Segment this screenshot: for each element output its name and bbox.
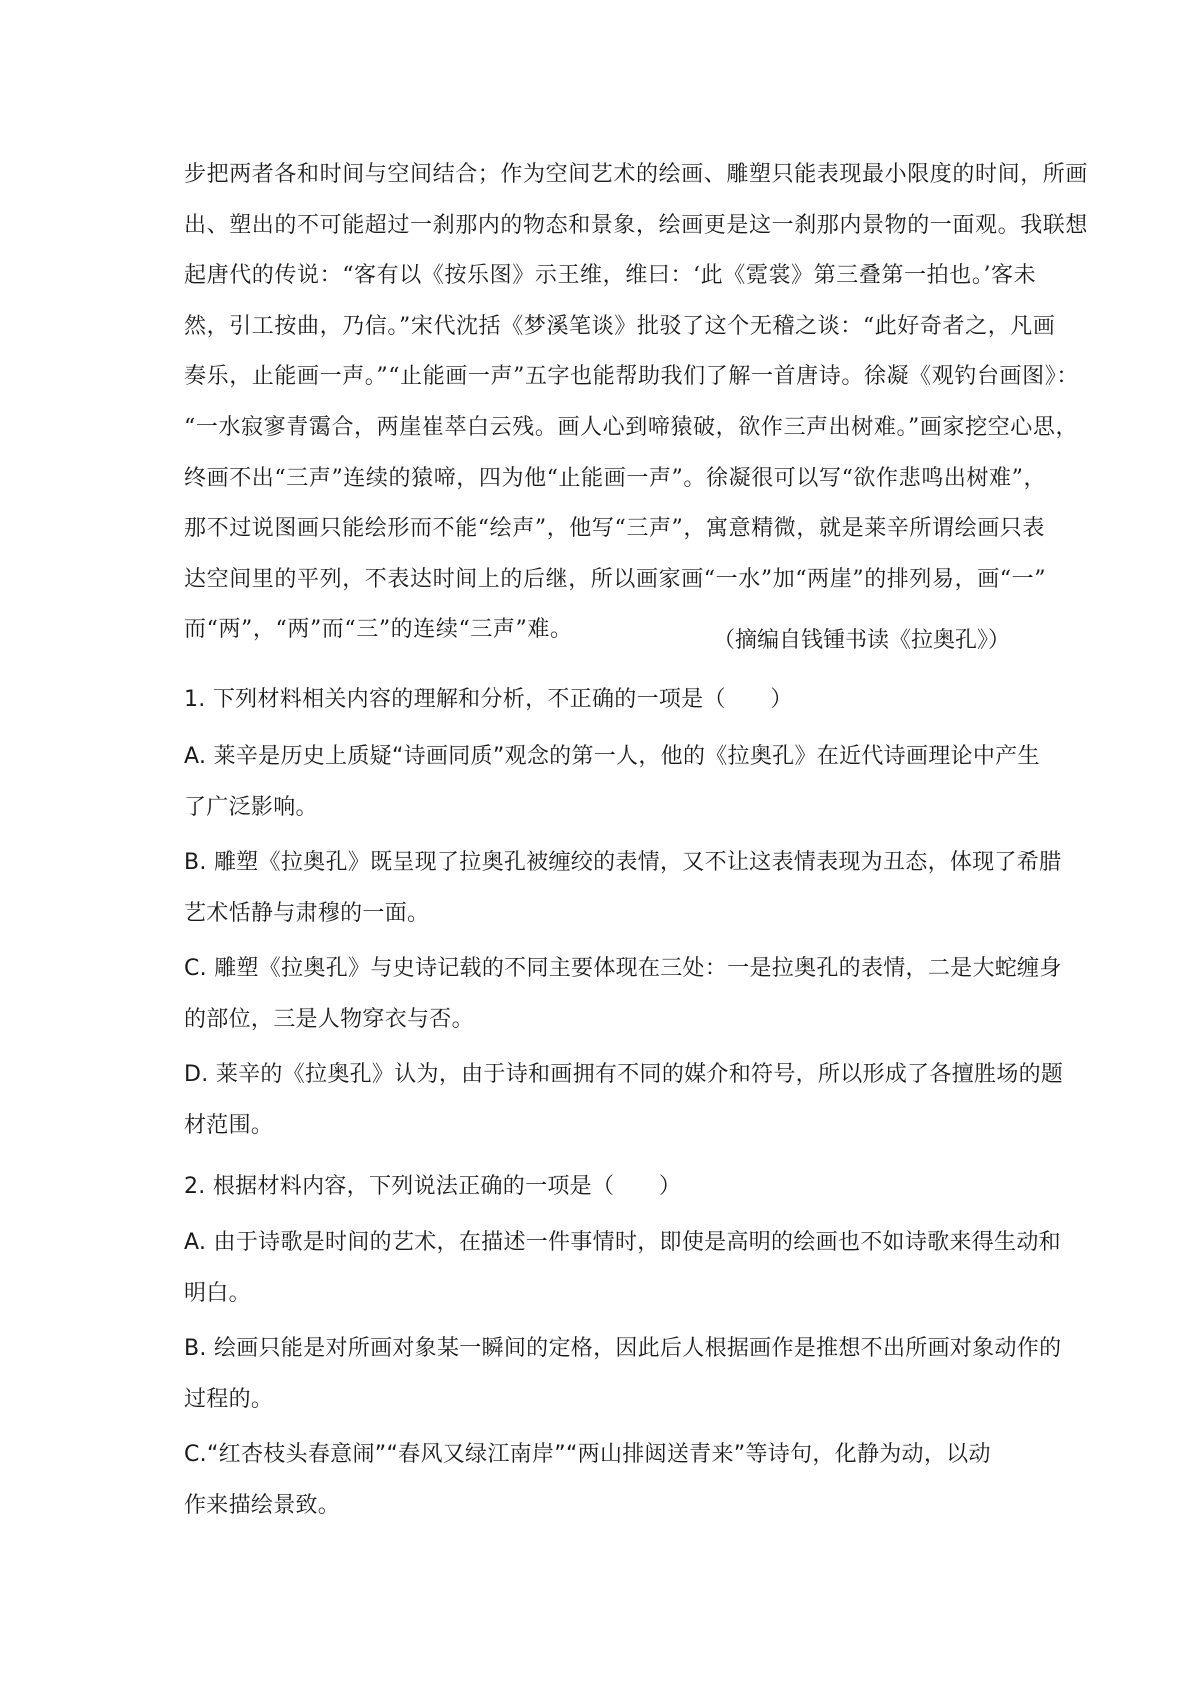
passage xyxy=(184,150,1089,656)
question-2-option-c-cont: 作来描绘景致。 xyxy=(184,1493,341,1518)
passage-line: 终画不出“三声”连续的猿啼，四为他“止能画一声”。徐凝很可以写“欲作悲鸣出树难”， xyxy=(184,465,1047,491)
question-1-option-c: C. 雕塑《拉奥孔》与史诗记载的不同主要体现在三处：一是拉奥孔的表情，二是大蛇缠身 xyxy=(184,956,1062,981)
question-2-stem: 2. 根据材料内容，下列说法正确的一项是（ ） xyxy=(184,1174,682,1199)
passage-line: 奏乐，止能画一声。”“止能画一声”五字也能帮助我们了解一首唐诗。徐凝《观钓台画图》： xyxy=(184,364,1079,390)
passage-line: 而“两”，“两”而“三”的连续“三声”难。 xyxy=(184,617,573,643)
passage-line: 出、塑出的不可能超过一刹那内的物态和景象，绘画更是这一刹那内景物的一面观。我联想 xyxy=(184,212,1089,238)
question-1-option-c-cont: 的部位，三是人物穿衣与否。 xyxy=(184,1007,474,1032)
passage-line: 起唐代的传说：“客有以《按乐图》示王维，维曰：‘此《霓裳》第三叠第一拍也。’客未 xyxy=(184,263,1037,289)
passage-line: 然，引工按曲，乃信。”宋代沈括《梦溪笔谈》批驳了这个无稽之谈：“此好奇者之，凡画 xyxy=(184,313,1056,339)
passage-source: （摘编自钱锺书读《拉奥孔》） xyxy=(712,628,1010,653)
question-1-stem: 1. 下列材料相关内容的理解和分析，不正确的一项是（ ） xyxy=(184,687,793,712)
question-1-option-a: A. 莱辛是历史上质疑“诗画同质”观念的第一人，他的《拉奥孔》在近代诗画理论中产生 xyxy=(184,744,1040,769)
passage-line: 步把两者各和时间与空间结合；作为空间艺术的绘画、雕塑只能表现最小限度的时间，所画 xyxy=(184,162,1089,187)
question-1-option-b: B. 雕塑《拉奥孔》既呈现了拉奥孔被缠绞的表情，又不让这表情表现为丑态，体现了希腊 xyxy=(184,850,1062,875)
question-1-option-b-cont: 艺术恬静与肃穆的一面。 xyxy=(184,901,430,926)
passage-line: 达空间里的平列，不表达时间上的后继，所以画家画“一水”加“两崖”的排列易，画“一” xyxy=(184,566,1047,592)
question-2-option-a: A. 由于诗歌是时间的艺术，在描述一件事情时，即使是高明的绘画也不如诗歌来得生动和 xyxy=(184,1230,1061,1255)
question-1-option-d: D. 莱辛的《拉奥孔》认为，由于诗和画拥有不同的媒介和符号，所以形成了各擅胜场的题 xyxy=(184,1062,1064,1087)
question-2-option-c: C.“红杏枝头春意闹”“春风又绿江南岸”“两山排闼送青来”等诗句，化静为动，以动 xyxy=(184,1442,991,1467)
question-1-option-d-cont: 材范围。 xyxy=(184,1113,274,1138)
question-2-option-a-cont: 明白。 xyxy=(184,1281,251,1306)
passage-line: 那不过说图画只能绘形而不能“绘声”，他写“三声”，寓意精微，就是莱辛所谓绘画只表 xyxy=(184,516,1045,542)
question-1-option-a-cont: 了广泛影响。 xyxy=(184,795,318,820)
passage-line: “一水寂寥青霭合，两崖崔萃白云残。画人心到啼猿破，欲作三声出树难。”画家挖空心思， xyxy=(184,414,1079,440)
question-2-option-b: B. 绘画只能是对所画对象某一瞬间的定格，因此后人根据画作是推想不出所画对象动作的 xyxy=(184,1336,1062,1361)
question-2-option-b-cont: 过程的。 xyxy=(184,1387,274,1412)
